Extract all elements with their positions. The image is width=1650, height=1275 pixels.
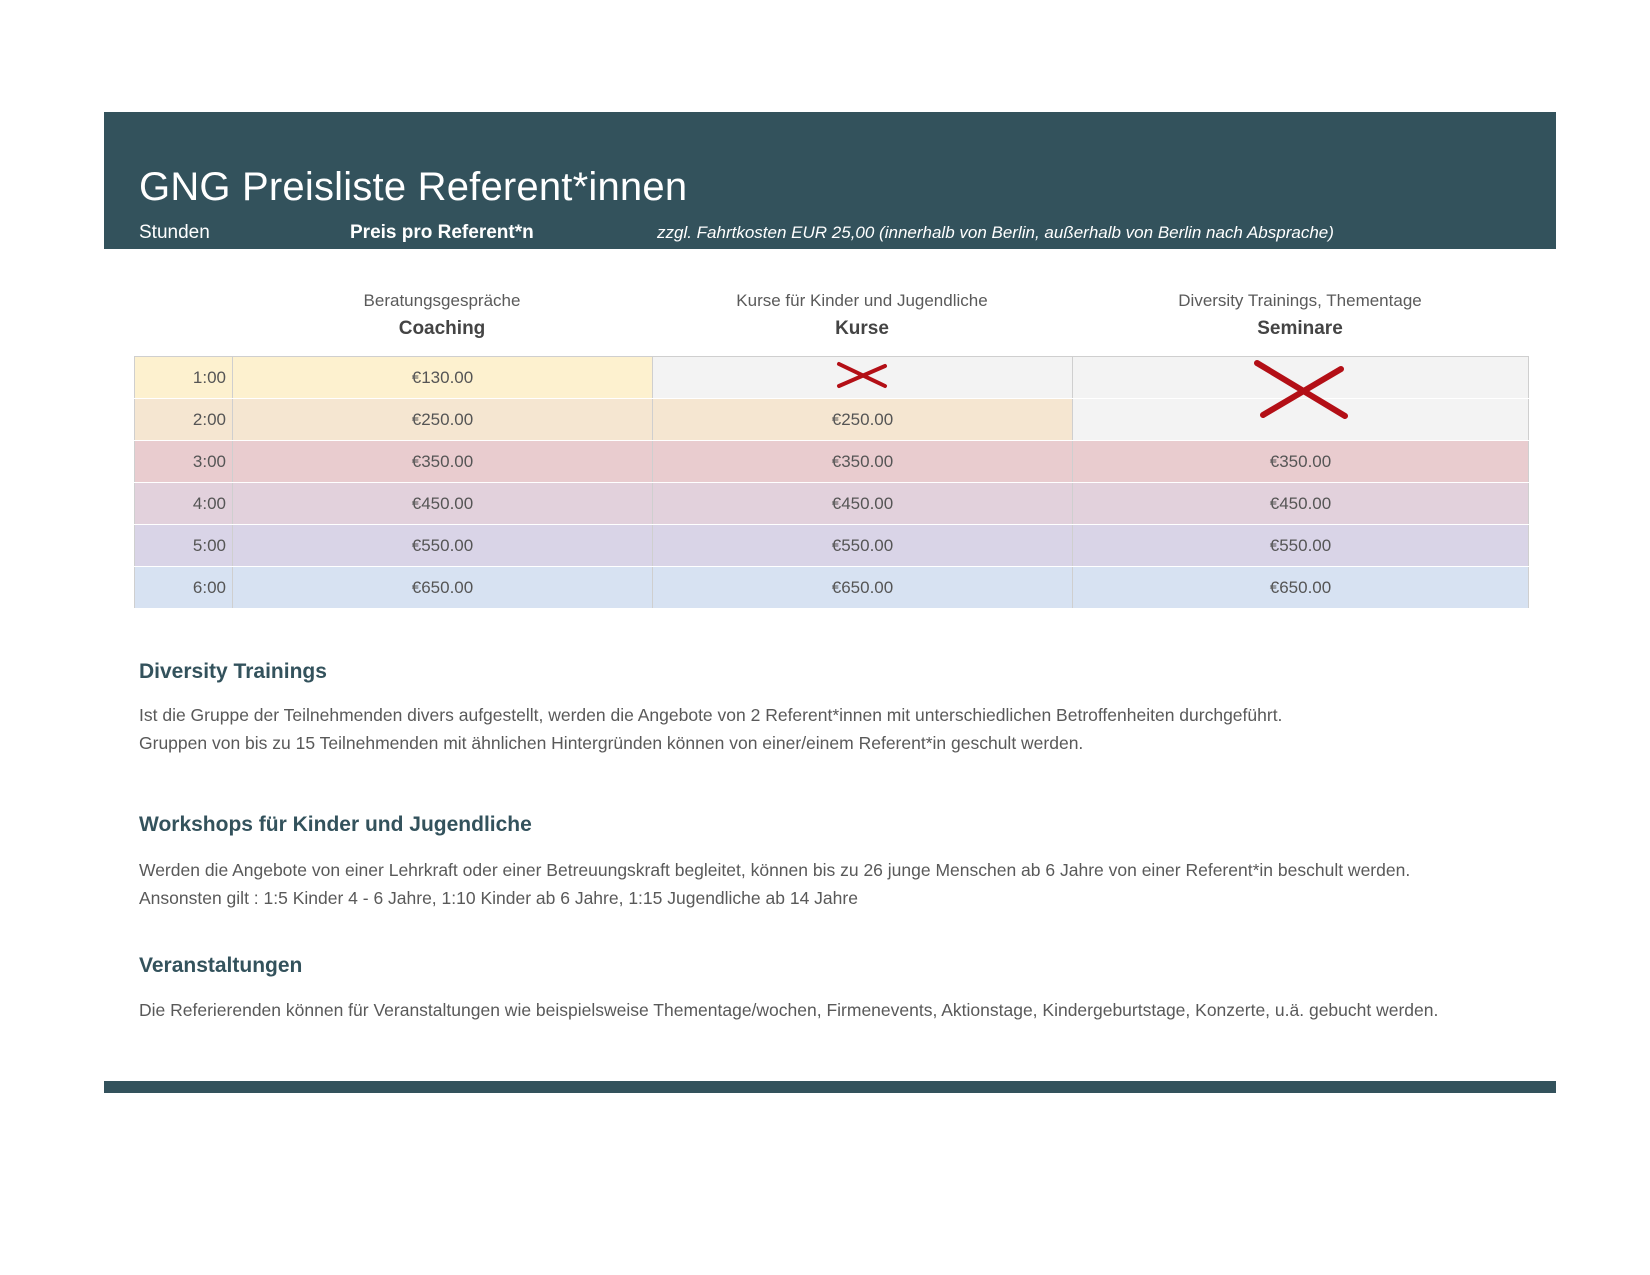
table-row xyxy=(135,525,1529,567)
section-text-line: Ist die Gruppe der Teilnehmenden divers aufgestellt, werden die Angebote von 2 Referent*innen mit unterschiedlichen Betroffenheiten durchgeführt. xyxy=(139,705,1283,725)
price-cell-kurse: €450.00 xyxy=(653,483,1073,525)
section-title-veranstaltungen: Veranstaltungen xyxy=(139,954,303,977)
price-cell-coaching: €450.00 xyxy=(233,483,653,525)
price-cell-kurse: €250.00 xyxy=(653,399,1073,441)
price-table xyxy=(134,356,1529,609)
unavailable-cell-kurse xyxy=(653,357,1073,399)
price-cell-kurse: €650.00 xyxy=(653,567,1073,609)
price-label: Preis pro Referent*n xyxy=(350,222,534,243)
hours-cell: 4:00 xyxy=(135,483,233,525)
table-row xyxy=(135,483,1529,525)
table-row xyxy=(135,441,1529,483)
column-description-coaching: Beratungsgespräche xyxy=(363,291,521,310)
hours-cell: 5:00 xyxy=(135,525,233,567)
page-title: GNG Preisliste Referent*innen xyxy=(139,165,688,209)
section-title-diversity-trainings: Diversity Trainings xyxy=(139,660,327,683)
table-row xyxy=(135,399,1529,441)
unavailable-cell-seminare xyxy=(1073,357,1529,399)
hours-cell: 3:00 xyxy=(135,441,233,483)
unavailable-cell-seminare xyxy=(1073,399,1529,441)
column-description-kurse: Kurse für Kinder und Jugendliche xyxy=(736,291,988,310)
column-name-coaching: Coaching xyxy=(398,318,486,339)
price-cell-kurse: €350.00 xyxy=(653,441,1073,483)
section-text-line: Die Referierenden können für Veranstaltungen wie beispielsweise Thementage/wochen, Firmenevents, Aktionstage, Kindergeburtstage, Konzerte, u.ä. gebucht werden. xyxy=(139,1000,1439,1020)
price-cell-seminare: €450.00 xyxy=(1073,483,1529,525)
hours-cell: 2:00 xyxy=(135,399,233,441)
price-cell-seminare: €350.00 xyxy=(1073,441,1529,483)
price-cell-coaching: €350.00 xyxy=(233,441,653,483)
price-cell-seminare: €650.00 xyxy=(1073,567,1529,609)
table-row xyxy=(135,357,1529,399)
hours-label: Stunden xyxy=(139,222,210,243)
footer-bar xyxy=(104,1081,1556,1093)
section-title-workshops: Workshops für Kinder und Jugendliche xyxy=(139,813,532,836)
price-cell-seminare: €550.00 xyxy=(1073,525,1529,567)
hours-cell: 6:00 xyxy=(135,567,233,609)
price-cell-coaching: €550.00 xyxy=(233,525,653,567)
price-cell-kurse: €550.00 xyxy=(653,525,1073,567)
travel-cost-note: zzgl. Fahrtkosten EUR 25,00 (innerhalb von Berlin, außerhalb von Berlin nach Absprache) xyxy=(657,223,1334,242)
header-banner xyxy=(104,112,1556,249)
column-description-seminare: Diversity Trainings, Thementage xyxy=(1178,291,1422,310)
column-name-kurse: Kurse xyxy=(835,318,889,339)
price-cell-coaching: €250.00 xyxy=(233,399,653,441)
table-row xyxy=(135,567,1529,609)
column-name-seminare: Seminare xyxy=(1257,318,1343,339)
hours-cell: 1:00 xyxy=(135,357,233,399)
section-text-line: Werden die Angebote von einer Lehrkraft oder einer Betreuungskraft begleitet, können bis zu 26 junge Menschen ab 6 Jahre von einer Referent*in beschult werden. xyxy=(139,860,1411,880)
price-cell-coaching: €650.00 xyxy=(233,567,653,609)
price-cell-coaching: €130.00 xyxy=(233,357,653,399)
section-text-line: Ansonsten gilt : 1:5 Kinder 4 - 6 Jahre, 1:10 Kinder ab 6 Jahre, 1:15 Jugendliche ab 14 Jahre xyxy=(139,888,858,908)
section-text-line: Gruppen von bis zu 15 Teilnehmenden mit ähnlichen Hintergründen können von einer/einem Referent*in geschult werden. xyxy=(139,733,1084,753)
